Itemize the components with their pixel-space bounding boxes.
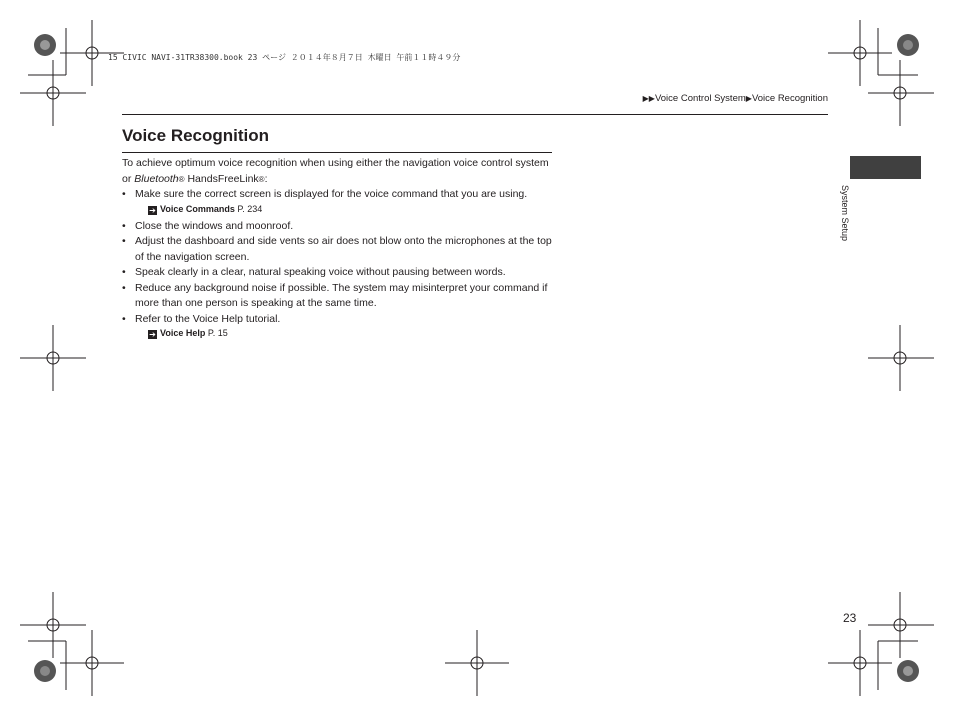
tips-list bbox=[122, 219, 554, 328]
xref-voice-commands[interactable] bbox=[122, 202, 554, 216]
breadcrumb-separator-icon: ▶ bbox=[745, 94, 752, 103]
list-item: • Speak clearly in a clear, natural speaking voice without pausing between words. bbox=[122, 265, 554, 281]
list-item: • Close the windows and moonroof. bbox=[122, 219, 554, 235]
list-item: • Reduce any background noise if possible. The system may misinterpret your command if more than one person is speaking at the same time. bbox=[122, 281, 554, 312]
xref-page[interactable]: P. 234 bbox=[237, 203, 263, 214]
breadcrumb-link-voice-control-system[interactable]: Voice Control System bbox=[654, 93, 746, 104]
breadcrumb bbox=[643, 93, 828, 104]
breadcrumb-arrow-icon: ▶▶ bbox=[642, 94, 655, 103]
intro-paragraph: To achieve optimum voice recognition when using either the navigation voice control system or Bluetooth® HandsFreeLink®: bbox=[122, 157, 549, 185]
tips-list bbox=[122, 187, 554, 203]
title-underline bbox=[122, 152, 552, 153]
xref-page[interactable]: P. 15 bbox=[207, 328, 228, 338]
page-title: Voice Recognition bbox=[122, 126, 270, 145]
xref-label[interactable]: Voice Commands bbox=[160, 203, 235, 214]
xref-voice-help[interactable] bbox=[122, 326, 554, 340]
list-item: • Refer to the Voice Help tutorial. bbox=[122, 312, 554, 328]
section-tab-label: System Setup bbox=[840, 185, 850, 242]
list-item: • Make sure the correct screen is displayed for the voice command that you are using. bbox=[122, 187, 554, 203]
arrow-link-icon: ➔ bbox=[149, 330, 156, 339]
printer-info-line: 15 CIVIC NAVI-31TR38300.book 23 ページ ２０１４年８月７日 木曜日 午前１１時４９分 bbox=[108, 53, 461, 62]
list-item: • Adjust the dashboard and side vents so air does not blow onto the microphones at the top of the navigation screen. bbox=[122, 234, 554, 265]
header-rule bbox=[122, 114, 828, 115]
section-tab[interactable] bbox=[850, 156, 921, 179]
crosshair-target-icon bbox=[20, 20, 934, 696]
breadcrumb-current-voice-recognition: Voice Recognition bbox=[751, 93, 828, 104]
main-content bbox=[122, 156, 554, 343]
arrow-link-icon: ➔ bbox=[149, 205, 156, 215]
page-number: 23 bbox=[843, 611, 857, 625]
xref-label[interactable]: Voice Help bbox=[160, 328, 206, 338]
